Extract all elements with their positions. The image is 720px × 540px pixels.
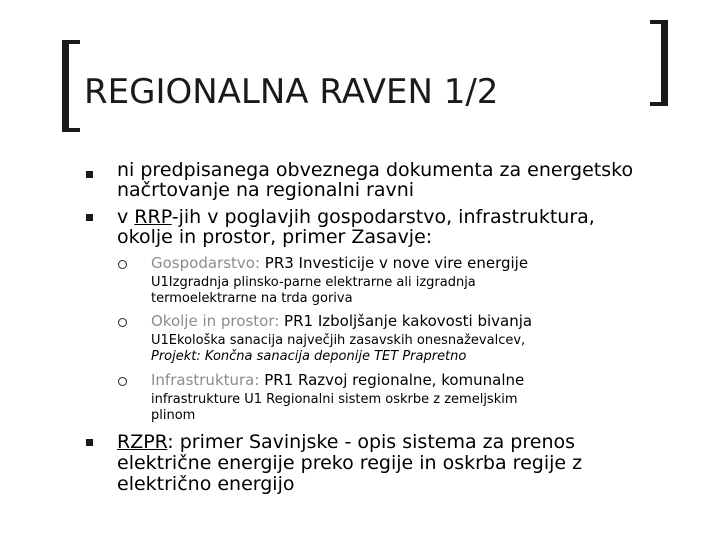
circle-bullet-icon: [118, 318, 127, 327]
sub3-heading: Infrastruktura: PR1 Razvoj regionalne, komunalne: [151, 371, 525, 389]
bullet3-line1: RZPR: primer Savinjske - opis sistema za prenos: [117, 431, 576, 453]
bullet3-line2: električne energije preko regije in oskrba regije z: [117, 452, 583, 474]
bullet2-line2: okolje in prostor, primer Zasavje:: [117, 226, 433, 248]
rzpr-link[interactable]: RZPR: [117, 431, 168, 453]
sub3-detail-line2: plinom: [151, 408, 196, 423]
bullet1-line2: načrtovanje na regionalni ravni: [117, 179, 415, 201]
sub3-detail-line1: infrastrukture U1 Regionalni sistem oskrbe z zemeljskim: [151, 392, 518, 407]
bullet2-line1: v RRP-jih v poglavjih gospodarstvo, infrastruktura,: [117, 206, 595, 228]
sub2-heading: Okolje in prostor: PR1 Izboljšanje kakovosti bivanja: [151, 312, 533, 330]
sub2-detail-line2: Projekt: Končna sanacija deponije TET Prapretno: [151, 349, 467, 364]
bullet3-line3: električno energijo: [117, 473, 295, 495]
sub1-detail-line1: U1Izgradnja plinsko-parne elektrarne ali izgradnja: [151, 275, 476, 290]
bullet1-line1: ni predpisanega obveznega dokumenta za energetsko: [117, 159, 634, 181]
sub1-detail-line2: termoelektrarne na trda goriva: [151, 291, 353, 306]
left-bracket-decoration: [62, 40, 82, 132]
circle-bullet-icon: [118, 260, 127, 269]
right-bracket-decoration: [648, 20, 668, 106]
square-bullet-icon: [86, 171, 93, 178]
sub1-heading: Gospodarstvo: PR3 Investicije v nove vire energije: [151, 254, 529, 272]
square-bullet-icon: [86, 214, 93, 221]
rrp-link[interactable]: RRP: [134, 206, 172, 228]
square-bullet-icon: [86, 439, 93, 446]
circle-bullet-icon: [118, 377, 127, 386]
slide-title: REGIONALNA RAVEN 1/2: [84, 72, 499, 112]
sub2-detail-line1: U1Ekološka sanacija največjih zasavskih onesnaževalcev,: [151, 333, 526, 348]
